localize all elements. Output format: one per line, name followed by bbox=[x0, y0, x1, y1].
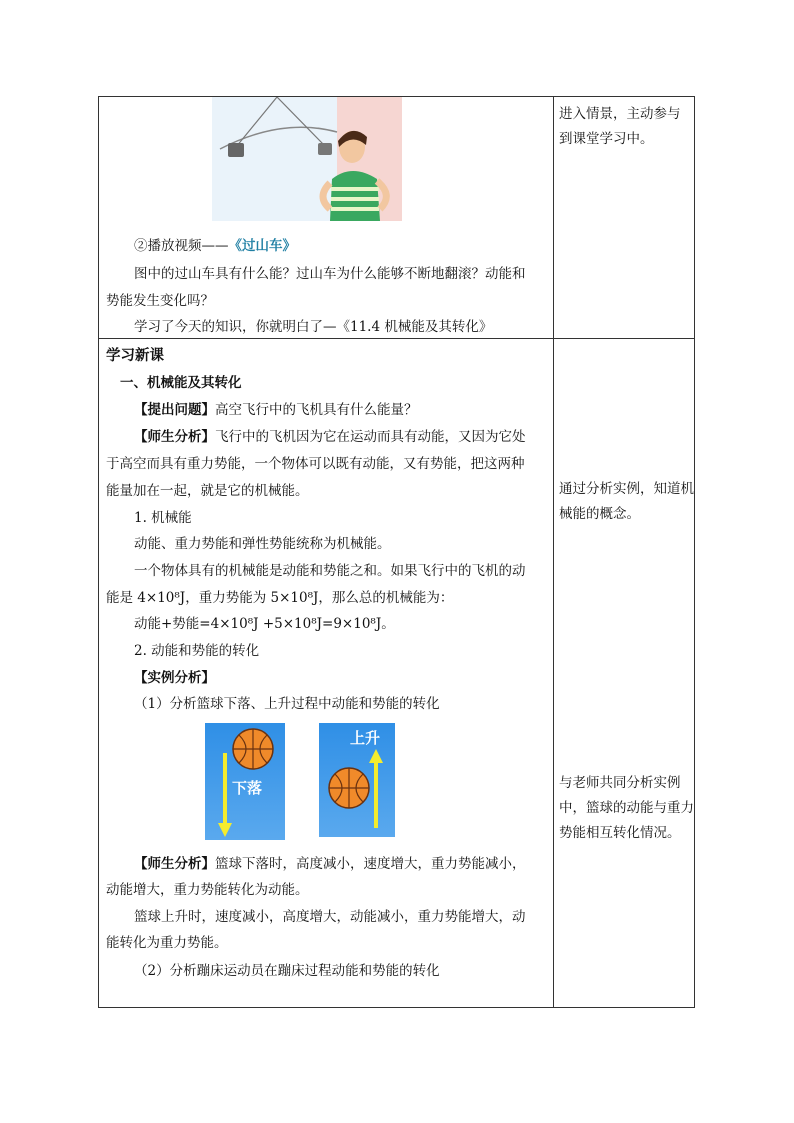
analysis-line-2: 于高空而具有重力势能，一个物体可以既有动能，又有势能，把这两种 bbox=[106, 456, 525, 472]
student-activity-intro bbox=[559, 102, 694, 152]
student-activity-together bbox=[559, 771, 694, 846]
question-line-1: 图中的过山车具有什么能？过山车为什么能够不断地翻滚？动能和 bbox=[134, 266, 526, 282]
falling-label: 下落 bbox=[232, 779, 263, 797]
case-2-line: （2）分析蹦床运动员在蹦床过程动能和势能的转化 bbox=[134, 963, 440, 979]
student-text: 中，篮球的动能与重力 bbox=[559, 800, 694, 816]
column-divider bbox=[553, 97, 554, 1007]
student-text: 进入情景，主动参与 bbox=[559, 106, 681, 122]
roller-coaster-illustration bbox=[212, 97, 402, 221]
analysis-line-3: 能量加在一起，就是它的机械能。 bbox=[106, 483, 309, 499]
basketball-rising-image bbox=[319, 723, 395, 837]
row-divider bbox=[99, 338, 694, 339]
question-paragraph: 【提出问题】高空飞行中的飞机具有什么能量？ bbox=[134, 402, 418, 418]
student-activity-analysis bbox=[559, 477, 694, 527]
rising-label: 上升 bbox=[350, 729, 381, 747]
example-line-2: 能是 4×10⁸J，重力势能为 5×10⁸J，那么总的机械能为： bbox=[106, 590, 454, 606]
ball-analysis-line-3: 篮球上升时，速度减小，高度增大，动能减小，重力势能增大，动 bbox=[134, 909, 526, 925]
lead-in-line: 学习了今天的知识，你就明白了—《11.4 机械能及其转化》 bbox=[134, 319, 493, 335]
student-text: 械能的概念。 bbox=[559, 506, 640, 522]
subsection-title: 一、机械能及其转化 bbox=[120, 375, 242, 391]
video-title[interactable]: 《过山车》 bbox=[228, 238, 296, 254]
ball-analysis-line-2: 动能增大，重力势能转化为动能。 bbox=[106, 882, 309, 898]
section-title: 学习新课 bbox=[106, 347, 164, 364]
ball-analysis-line-1: 【师生分析】篮球下落时，高度减小，速度增大，重力势能减小， bbox=[134, 856, 526, 872]
student-text: 势能相互转化情况。 bbox=[559, 825, 681, 841]
case-1-line: （1）分析篮球下落、上升过程中动能和势能的转化 bbox=[134, 696, 440, 712]
basketball-falling-image bbox=[205, 723, 285, 840]
analysis-line-1: 【师生分析】飞行中的飞机因为它在运动而具有动能，又因为它处 bbox=[134, 429, 526, 445]
student-text: 到课堂学习中。 bbox=[559, 131, 654, 147]
point-2-heading: 2. 动能和势能的转化 bbox=[134, 643, 260, 659]
ball-analysis-line-4: 能转化为重力势能。 bbox=[106, 935, 228, 951]
student-text: 与老师共同分析实例 bbox=[559, 775, 681, 791]
point-1-heading: 1. 机械能 bbox=[134, 510, 192, 526]
video-line: ②播放视频——《过山车》 bbox=[134, 238, 296, 254]
question-line-2: 势能发生变化吗？ bbox=[106, 293, 214, 309]
definition-line: 动能、重力势能和弹性势能统称为机械能。 bbox=[134, 536, 391, 552]
example-line-3: 动能+势能=4×10⁸J +5×10⁸J=9×10⁸J。 bbox=[134, 616, 395, 632]
case-heading: 【实例分析】 bbox=[134, 670, 215, 686]
student-text: 通过分析实例，知道机 bbox=[559, 481, 694, 497]
example-line-1: 一个物体具有的机械能是动能和势能之和。如果飞行中的飞机的动 bbox=[134, 563, 526, 579]
